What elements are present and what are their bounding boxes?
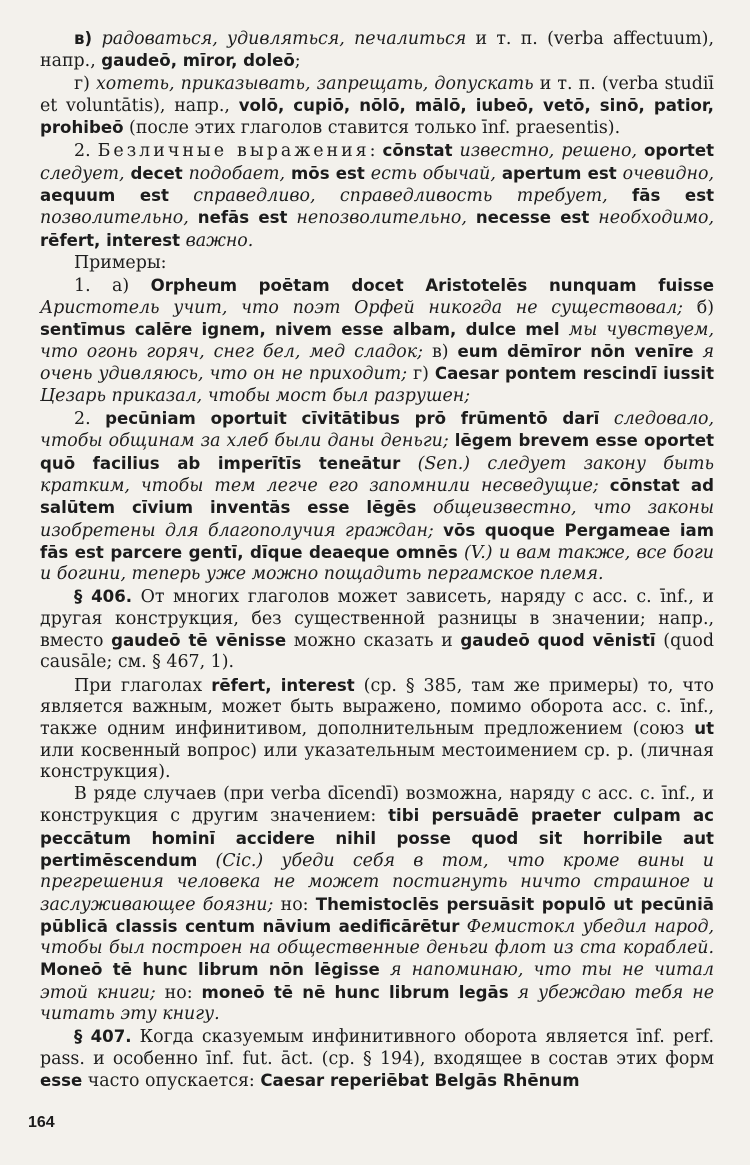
translation-text: Аристотель учит, что поэт Орфей никогда не существовал; <box>40 297 684 318</box>
translation-text: (Sen.) следует закону быть кратким, чтобы тем легче его запомнили несведущие; <box>40 453 714 496</box>
translation-text: общеизвестно, что законы изобретены для благополучия граждан; <box>40 498 714 541</box>
translation-text: есть обычай, <box>364 163 496 184</box>
translation-text: (V.) и вам также, все боги и богини, теперь уже можно пощадить пергамское племя. <box>40 542 714 585</box>
latin-term: ut <box>694 719 714 739</box>
text-segment <box>434 521 443 541</box>
latin-term: esse <box>40 1070 83 1090</box>
paragraph-section-407 <box>40 1026 714 1092</box>
translation-text: известно, решено, <box>452 141 637 162</box>
latin-term: cōnstat ad salūtem cīvium inventās esse lēgēs <box>40 475 715 518</box>
latin-term: nefās est <box>197 208 288 228</box>
paragraph-verba-dicendi <box>40 784 714 1025</box>
latin-term: rēfert, interest <box>40 230 181 250</box>
latin-term: Themistoclēs persuāsit populō ut pecūniā pūblicā classis centum nāvium aedificārētur <box>40 894 715 936</box>
text-segment <box>467 208 476 228</box>
latin-term: cōnstat <box>382 141 453 161</box>
translation-text: (Cic.) убеди себя в том, что кроме вины и прегрешения человека не может постигнуть ничто страшное и заслуживающее боязни; <box>40 850 714 915</box>
latin-term: sentīmus calēre ignem, nivem esse albam, dulce mel <box>40 319 560 339</box>
text-segment: и т. п. (verba studiī et voluntātis), напр., <box>40 73 714 116</box>
latin-term: apertum est <box>501 163 617 183</box>
translation-text: непозволительно, <box>287 208 467 229</box>
text-segment: Примеры: <box>74 252 167 273</box>
text-segment: От многих глаголов может зависеть, наряду с acc. c. īnf., и другая конструкция, без существенной разницы в значении; напр., вместо <box>40 587 714 652</box>
text-segment: часто опускается: <box>82 1070 261 1091</box>
page-number: 164 <box>28 1114 55 1131</box>
text-segment: ; <box>294 51 301 72</box>
translation-text: важно. <box>180 230 254 251</box>
paragraph-section-406 <box>40 586 714 673</box>
translation-text: следует, <box>40 163 125 184</box>
translation-text: мы чувствуем, что огонь горяч, снег бел, мед сладок; <box>40 319 714 363</box>
text-segment: 1. а) <box>74 276 151 297</box>
translation-text: Цезарь приказал, чтобы мост был разрушен; <box>40 385 471 406</box>
latin-term: eum dēmīror nōn venīre <box>457 342 694 362</box>
translation-text: необходимо, <box>589 208 714 229</box>
text-segment <box>599 476 610 496</box>
translation-text: я напоминаю, что ты не читал этой книги; <box>40 960 714 1003</box>
latin-term: rēfert, interest <box>211 675 355 695</box>
latin-term: necesse est <box>475 208 590 228</box>
translation-text: я очень удивляюсь, что он не приходит; <box>40 342 715 385</box>
text-segment: можно сказать и <box>286 631 461 652</box>
translation-text: следовало, чтобы общинам за хлеб были даны деньги; <box>40 409 715 452</box>
paragraph-example-1 <box>40 275 714 407</box>
text-segment: При глаголах <box>74 675 212 696</box>
text-segment: но: <box>273 894 316 915</box>
latin-term: gaudeō, mīror, doleō <box>101 51 295 71</box>
text-segment: 2. <box>74 409 106 430</box>
latin-term: oportet <box>644 141 715 161</box>
paragraph-example-2 <box>40 408 714 585</box>
paragraph-refert-interest <box>40 675 714 783</box>
text-segment: или косвенный вопрос) или указательным местоимением ср. р. (личная конструкция). <box>40 740 714 782</box>
text-segment <box>608 186 632 206</box>
translation-text: я убеждаю тебя не читать эту книгу. <box>40 982 714 1025</box>
latin-term: § 406. <box>74 587 133 607</box>
translation-text: очевидно, <box>616 163 714 184</box>
text-segment: (quod causāle; см. § 467, 1). <box>40 631 715 673</box>
latin-term: tibi persuādē praeter culpam ac peccātum hominī accidere nihil posse quod sit horribile aut pertimēscendum <box>40 806 714 870</box>
text-segment: но: <box>155 982 202 1003</box>
text-segment: Безличные выражения <box>97 141 370 162</box>
paragraph-examples-heading <box>40 253 714 274</box>
translation-text: справедливо, справедливость требует, <box>168 186 608 207</box>
latin-term: decet <box>130 163 183 183</box>
text-segment: г) <box>74 73 96 94</box>
latin-term: vōs quoque Pergameae iam fās est parcere gentī, dīque deaeque omnēs <box>40 520 715 562</box>
paragraph-verba-studii <box>40 74 714 140</box>
latin-term: moneō tē nē hunc librum legās <box>201 982 509 1002</box>
latin-term: pecūniam oportuit cīvitātibus prō frūmentō darī <box>105 409 600 429</box>
translation-text: подобает, <box>182 163 286 184</box>
text-segment: : <box>369 141 383 162</box>
latin-term: lēgem brevem esse oportet quō facilius ab imperītīs teneātur <box>40 431 714 473</box>
latin-term: fās est <box>632 186 714 206</box>
latin-term: volō, cupiō, nōlō, mālō, iubeō, vetō, sinō, patior, prohibeō <box>40 95 714 138</box>
text-segment: г) <box>407 364 435 385</box>
text-segment: (после этих глаголов ставится только īnf. praesentis). <box>123 118 621 139</box>
latin-term: § 407. <box>74 1027 132 1047</box>
latin-term: aequum est <box>40 186 169 206</box>
text-segment: (ср. § 385, там же примеры) то, что является важным, может быть выражено, помимо оборота acc. c. īnf., также одним инфинитивом, дополнительным предложением (союз <box>40 675 715 740</box>
latin-term: Caesar pontem rescindī iussit <box>434 364 715 384</box>
text-segment <box>189 208 198 228</box>
text-segment: в) <box>423 342 458 363</box>
text-segment: и т. п. (verba affectuum), напр., <box>40 29 714 72</box>
text-segment <box>637 141 644 161</box>
text-segment: Когда сказуемым инфинитивного оборота является īnf. perf. pass. и особенно īnf. fut. āct. (ср. § 194), входящее в состав этих форм <box>40 1027 715 1069</box>
translation-text: хотеть, приказывать, запрещать, допускать <box>95 73 534 94</box>
latin-term: Moneō tē hunc librum nōn lēgisse <box>40 960 380 980</box>
latin-term: mōs est <box>291 163 365 183</box>
latin-term: gaudeō tē vēnisse <box>111 631 287 651</box>
latin-term: Caesar reperiēbat Belgās Rhēnum <box>260 1070 580 1090</box>
translation-text: радоваться, удивляться, печалиться <box>101 29 467 49</box>
paragraph-impersonal-expressions <box>40 140 714 251</box>
text-segment: б) <box>683 297 714 318</box>
latin-term: Orpheum poētam docet Aristotelēs nunquam fuisse <box>150 276 714 296</box>
page-body <box>40 28 714 1092</box>
paragraph-verba-affectuum <box>40 28 714 73</box>
text-segment: 2. <box>74 141 98 162</box>
translation-text: Фемистокл убедил народ, чтобы был построен на общественные деньги флот из ста кораблей. <box>40 916 715 959</box>
text-segment: В ряде случаев (при verba dīcendī) возможна, наряду с acc. c. īnf., и конструкция с другим значением: <box>40 784 714 827</box>
translation-text: позволительно, <box>40 208 189 229</box>
latin-term: в) <box>74 29 102 48</box>
latin-term: gaudeō quod vēnistī <box>460 631 656 651</box>
